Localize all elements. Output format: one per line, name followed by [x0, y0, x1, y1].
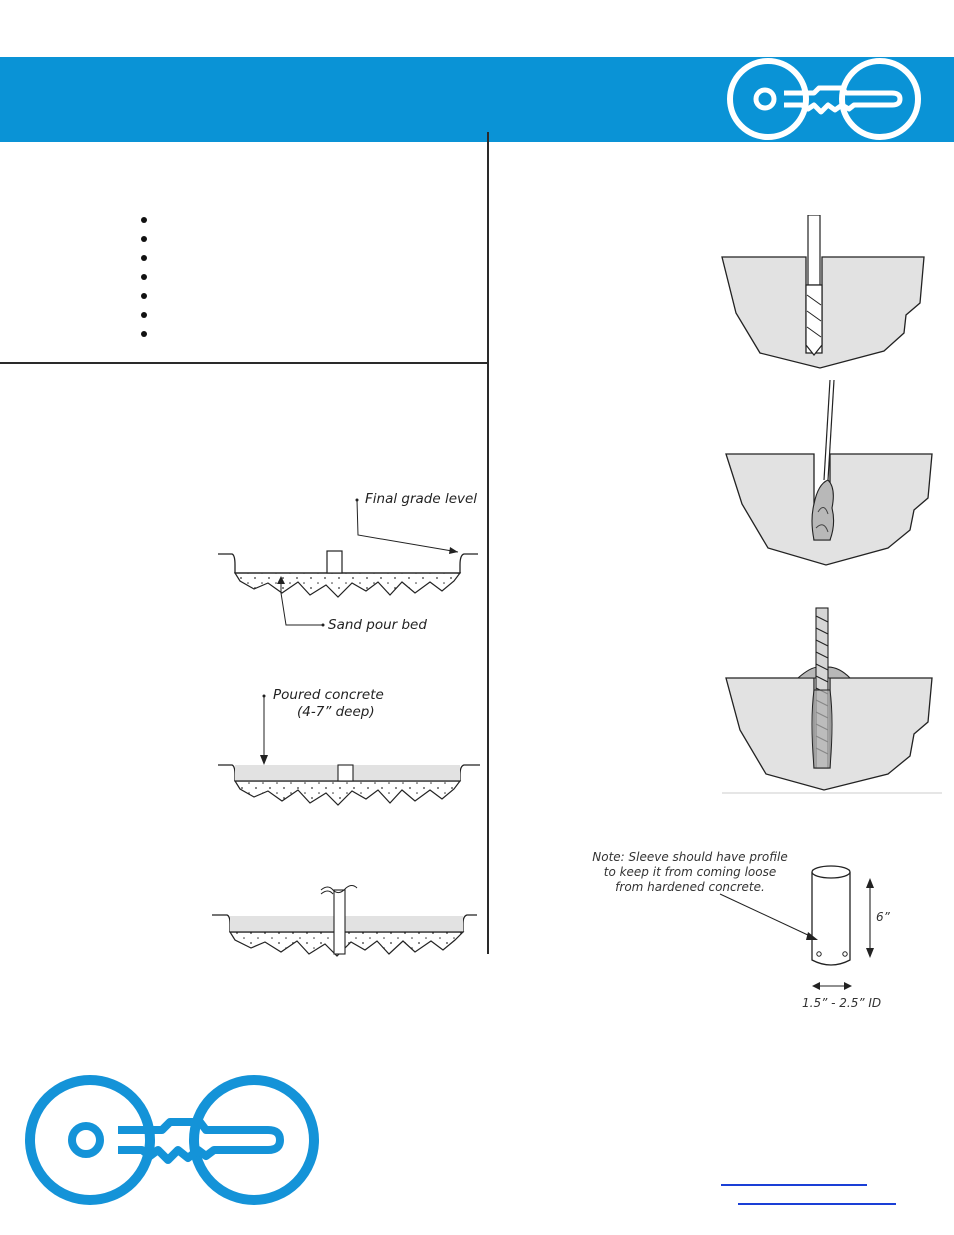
list-item: [136, 231, 148, 250]
sleeve-note-line2: to keep it from coming loose: [603, 865, 777, 879]
sleeve-height-label: 6”: [876, 910, 890, 924]
list-item: [136, 326, 148, 345]
sand-bed-label: Sand pour bed: [328, 617, 427, 633]
sleeve-note-line1: Note: Sleeve should have profile: [592, 850, 788, 864]
slab-with-sleeve-diagram: [205, 880, 485, 970]
epoxy-fill-diagram: [720, 380, 935, 570]
footer-link-2[interactable]: [738, 1203, 896, 1205]
poured-concrete-label: Poured concrete: [273, 687, 384, 703]
section-divider: [0, 362, 489, 364]
final-grade-label: Final grade level: [365, 491, 478, 507]
column-divider: [487, 132, 489, 954]
list-item: [136, 212, 148, 231]
rebar-set-diagram: [718, 600, 943, 795]
key-icon: [22, 1072, 322, 1208]
sleeve-note-line3: from hardened concrete.: [615, 880, 765, 894]
drill-hole-diagram: [718, 215, 928, 373]
list-item: [136, 288, 148, 307]
footer-link-1[interactable]: [721, 1184, 867, 1186]
bullet-list: [136, 212, 148, 345]
key-icon: [722, 57, 926, 142]
list-item: [136, 250, 148, 269]
sleeve-diameter-label: 1.5” - 2.5” ID: [802, 996, 882, 1010]
list-item: [136, 269, 148, 288]
poured-depth-label: (4-7” deep): [297, 704, 375, 720]
list-item: [136, 307, 148, 326]
